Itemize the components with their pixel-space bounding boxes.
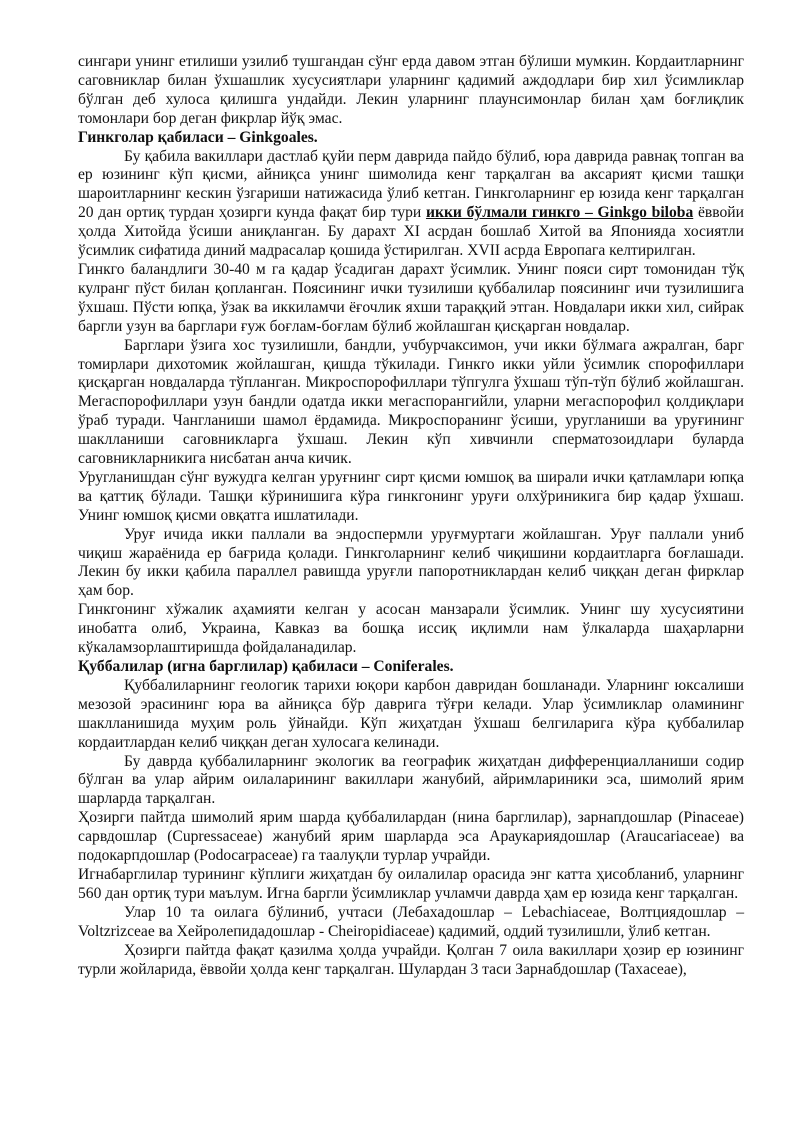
paragraph-conifer-living: Ҳозирги пайтда фақат қазилма ҳолда учрайди. Қолган 7 оила вакиллари ҳозир ер юзининг турли жойларида, ёввойи ҳолда кенг тарқалган. Шулардан 3 таси Зарнабдошлар (Taxaceae), [78,941,744,978]
paragraph-ginkgo-history [78,148,744,261]
paragraph-conifer-history: Қуббалиларнинг геологик тарихи юқори карбон давридан бошланади. Уларнинг юксалиши мезозой эрасининг юра ва айниқса бўр даврига тўғри келади. Улар ўсимликлар оламининг шаклланишида муҳим роль ўйнайди. Кўп жиҳатдан ўхшаш белгиларига кўра қуббалилар кордаитлардан келиб чиққан деган хулосага келинади. [78,676,744,751]
paragraph-cordaites-end: сингари унинг етилиши узилиб тушгандан сўнг ерда давом этган бўлиши мумкин. Кордаитларнинг саговниклар билан ўхшашлик хусусиятлари уларнинг қадимий аждодлари бир хил ўсимликлар бўлган деб хулоса қилишга ундайди. Лекин уларнинг плаунсимонлар билан ҳам боғлиқлик томонлари бор деган фикрлар йўқ эмас. [78,53,744,127]
paragraph-ginkgo-use: Гинкгонинг хўжалик аҳамияти келган у асосан манзарали ўсимлик. Унинг шу хусусиятини инобатга олиб, Украина, Кавказ ва бошқа иссиқ иқлимли нам ўлкаларда шаҳарларни кўкаламзорлаштиришда фойдаланадилар. [78,601,744,657]
paragraph-conifer-ecology: Бу даврда қуббалиларнинг экологик ва географик жиҳатдан дифференциалланиши содир бўлган ва улар айрим оилаларининг вакиллари жанубий, айримлариники эса, шимолий ярим шарларда тарқалган. [78,752,744,808]
document-page [78,53,744,979]
text-segment: Бу қабила вакиллари дастлаб қуйи перм даврида пайдо бўлиб, юра даврида равнақ топган ва ер юзининг кўп қисми, айниқса унинг шимолида кенг тарқалган ва аксарият қисми ташқи шароитларнинг кескин ўзгариши натижасида ўлиб кетган. Гинкголарнинг ер юзида кенг тарқалган 20 дан ортиқ турдан ҳозирги кунда фақат бир тури [78,147,744,222]
ginkgo-biloba-link[interactable]: икки бўлмали гинкго – Ginkgo biloba [425,204,694,222]
paragraph-conifer-extinct: Улар 10 та оилага бўлиниб, учтаси (Лебахадошлар – Lebachiaceae, Волтциядошлар – Voltzrizceae ва Хейролепидадошлар - Cheiropidiaceae) қадимий, оддий тузилишли, ўлиб кетган. [78,903,744,940]
paragraph-ginkgo-stem: Гинкго баландлиги 30-40 м га қадар ўсадиган дарахт ўсимлик. Унинг пояси сирт томонидан тўқ кулранг пўст билан қопланган. Поясининг ички тузилиши қуббалилар поясининг ичи тузилишига ўхшаш. Пўсти юпқа, ўзак ва иккиламчи ёғочлик яхши тараққий этган. Новдалари икки хил, сийрак баргли узун ва барглари ғуж боғлам-боғлам бўлиб жойлашган қисқарган новдалар. [78,260,744,335]
paragraph-ginkgo-embryo: Уруғ ичида икки паллали ва эндоспермли уруғмуртаги жойлашган. Уруғ паллали униб чиқиш жараёнида ер бағрида қолади. Гинкголарнинг келиб чиқишини кордаитларга боғлашади. Лекин бу икки қабила параллел равишда уруғли папоротниклардан келиб чиққан деган фирклар ҳам бор. [78,525,744,600]
paragraph-ginkgo-seed: Уругланишдан сўнг вужудга келган уруғнинг сирт қисми юмшоқ ва ширали ички қатламлари юпқа ва қаттиқ бўлади. Ташқи кўринишига кўра гинкгонинг уруғи олхўриникига бир қадар ўхшаш. Унинг юмшоқ қисми овқатга ишлатилади. [78,468,744,524]
text-segment: ёввойи ҳолда Хитойда ўсиши аниқланган. Бу дарахт XI асрдан бошлаб Хитой ва Японияда хосиятли ўсимлик сифатида диний мадрасалар қошида ўстирилган. XVII асрда Европага келтирилган. [78,204,744,260]
paragraph-conifer-species: Игнабарглилар турининг кўплиги жиҳатдан бу оилалилар орасида энг катта ҳисобланиб, уларнинг 560 дан ортиқ тури маълум. Игна баргли ўсимликлар учламчи даврда ҳам ер юзида кенг тарқалган. [78,865,744,902]
paragraph-conifer-families: Ҳозирги пайтда шимолий ярим шарда қуббалилардан (нина барглилар), зарнапдошлар (Pinaceae) сарвдошлар (Cupressaceae) жанубий ярим шарларда эса Араукариядошлар (Araucariaceae) ва подокарпдошлар (Podocarpaceae) га таалуқли турлар учрайди. [78,809,744,865]
heading-ginkgoales: Гинкголар қабиласи – Ginkgoales. [78,128,318,146]
heading-coniferales: Қуббалилар (игна барглилар) қабиласи – Coniferales. [78,658,454,675]
paragraph-ginkgo-leaves: Барглари ўзига хос тузилишли, бандли, учбурчаксимон, учи икки бўлмага ажралган, барг томирлари дихотомик жойлашган, қишда тўкилади. Гинкго икки уйли ўсимлик спорофиллари қисқарган новдаларда тўпланган. Микроспорофиллари тўпгулга ўхшаш тўп-тўп бўлиб жойлашган. Мегаспорофиллари узун бандли одатда икки мегаспорангийли, уларни мегаспорофил қолдиқлари ўраб туради. Чангланиши шамол ёрдамида. Микроспоранинг ўсиши, уругланиши ва уруғининг шаклланиши саговникларга ўхшаш. Лекин кўп хивчинли сперматозоидлари буларда саговникларникига нисбатан анча кичик. [78,336,744,468]
